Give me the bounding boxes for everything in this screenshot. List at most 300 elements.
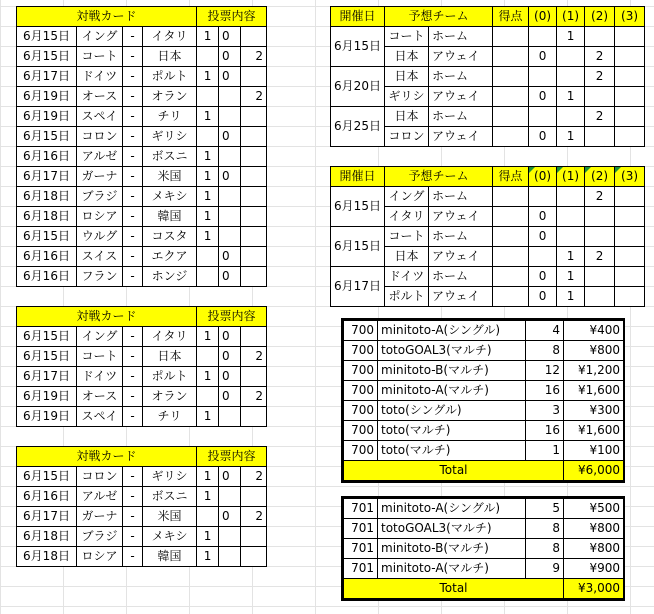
home-team: ドイツ [77, 367, 123, 387]
away-team: イタリ [143, 27, 197, 47]
dash: - [123, 167, 143, 187]
goal-1: 1 [557, 267, 585, 287]
home-team: ウルグ [77, 227, 123, 247]
vote-1 [197, 87, 219, 107]
score [493, 187, 529, 207]
amount: ¥400 [564, 321, 624, 341]
ticket-count: 8 [526, 341, 564, 361]
table-row [331, 27, 645, 47]
vote-2 [241, 107, 267, 127]
goal-3 [615, 127, 645, 147]
vote-2 [241, 527, 267, 547]
dash: - [123, 527, 143, 547]
dash: - [123, 187, 143, 207]
away-team: オラン [143, 87, 197, 107]
match-date: 6月15日 [331, 27, 385, 67]
away-team: メキシ [143, 527, 197, 547]
round-number: 700 [344, 381, 378, 401]
match-date: 6月15日 [17, 27, 77, 47]
ticket-count: 9 [526, 559, 564, 579]
vote-2: 2 [241, 507, 267, 527]
ticket-count: 1 [526, 441, 564, 461]
vote-2 [241, 167, 267, 187]
round-number: 701 [344, 519, 378, 539]
amount: ¥500 [564, 499, 624, 519]
away-team: 米国 [143, 507, 197, 527]
match-date: 6月19日 [17, 387, 77, 407]
match-date: 6月16日 [17, 487, 77, 507]
table-row [17, 147, 267, 167]
table-row [344, 421, 624, 441]
total-value: ¥3,000 [564, 579, 624, 599]
away-team: ボスニ [143, 487, 197, 507]
home-away: アウェイ [429, 247, 493, 267]
table-row [17, 47, 267, 67]
vote-2 [241, 27, 267, 47]
total-label: Total [344, 461, 564, 481]
team-name: イタリ [385, 207, 429, 227]
match-date: 6月16日 [17, 247, 77, 267]
table-row [17, 207, 267, 227]
home-away: アウェイ [429, 47, 493, 67]
ticket-count: 12 [526, 361, 564, 381]
score-header: 得点 [493, 167, 529, 187]
match-date: 6月18日 [17, 187, 77, 207]
away-team: 韓国 [143, 547, 197, 567]
home-team: スペイ [77, 107, 123, 127]
match-date: 6月17日 [17, 367, 77, 387]
table-row [331, 187, 645, 207]
table-row [344, 381, 624, 401]
away-team: ポルト [143, 67, 197, 87]
goal-3 [615, 207, 645, 227]
home-team: ガーナ [77, 167, 123, 187]
goal-prediction-table-1 [330, 6, 645, 147]
goal-1: 1 [557, 247, 585, 267]
vote-2 [241, 547, 267, 567]
team-name: コート [385, 27, 429, 47]
goal-0: 0 [529, 207, 557, 227]
match-date: 6月15日 [17, 127, 77, 147]
goal-0-header: (0) [529, 7, 557, 27]
vote-1: 1 [197, 207, 219, 227]
dash: - [123, 327, 143, 347]
table-row [17, 67, 267, 87]
table-row [17, 387, 267, 407]
vote-0 [219, 207, 241, 227]
away-team: エクア [143, 247, 197, 267]
goal-2-header: (2) [585, 167, 615, 187]
goal-1: 1 [557, 87, 585, 107]
team-header: 予想チーム [385, 167, 493, 187]
home-away: アウェイ [429, 87, 493, 107]
home-away: ホーム [429, 267, 493, 287]
match-date: 6月17日 [17, 507, 77, 527]
table-row [344, 361, 624, 381]
goal-1 [557, 107, 585, 127]
home-team: ロシア [77, 207, 123, 227]
vote-0 [219, 547, 241, 567]
goal-0 [529, 67, 557, 87]
dash: - [123, 47, 143, 67]
vote-2 [241, 127, 267, 147]
match-date: 6月19日 [17, 407, 77, 427]
match-date: 6月17日 [17, 167, 77, 187]
goal-1 [557, 207, 585, 227]
vote-0 [219, 527, 241, 547]
amount: ¥1,200 [564, 361, 624, 381]
dash: - [123, 487, 143, 507]
goal-0: 0 [529, 227, 557, 247]
round-number: 700 [344, 421, 378, 441]
purchase-summary-1 [341, 318, 625, 483]
vote-1: 1 [197, 27, 219, 47]
vote-2 [241, 187, 267, 207]
lottery-type: totoGOAL3(マルチ) [378, 341, 526, 361]
away-team: 日本 [143, 47, 197, 67]
home-team: コロン [77, 127, 123, 147]
home-team: ドイツ [77, 67, 123, 87]
home-away: ホーム [429, 67, 493, 87]
goal-2: 2 [585, 107, 615, 127]
table-row [17, 487, 267, 507]
goal-0 [529, 107, 557, 127]
vote-1: 1 [197, 367, 219, 387]
vote-1: 1 [197, 547, 219, 567]
table-row [17, 107, 267, 127]
vote-0: 0 [219, 127, 241, 147]
goal-3 [615, 27, 645, 47]
table-row [344, 539, 624, 559]
dash: - [123, 407, 143, 427]
home-team: コート [77, 47, 123, 67]
goal-2: 2 [585, 187, 615, 207]
amount: ¥100 [564, 441, 624, 461]
vote-0: 0 [219, 367, 241, 387]
table-row [17, 407, 267, 427]
round-number: 700 [344, 361, 378, 381]
team-header: 予想チーム [385, 7, 493, 27]
goal-0: 0 [529, 267, 557, 287]
lottery-type: minitoto-B(マルチ) [378, 361, 526, 381]
match-date: 6月18日 [17, 527, 77, 547]
table-row [331, 267, 645, 287]
vote-1: 1 [197, 227, 219, 247]
dash: - [123, 507, 143, 527]
away-team: メキシ [143, 187, 197, 207]
goal-1 [557, 47, 585, 67]
ticket-count: 16 [526, 421, 564, 441]
amount: ¥900 [564, 559, 624, 579]
table-row [17, 507, 267, 527]
round-number: 700 [344, 341, 378, 361]
dash: - [123, 27, 143, 47]
goal-3 [615, 187, 645, 207]
home-team: スペイ [77, 407, 123, 427]
dash: - [123, 367, 143, 387]
home-team: スイス [77, 247, 123, 267]
ticket-count: 5 [526, 499, 564, 519]
vote-1 [197, 247, 219, 267]
goal-2 [585, 27, 615, 47]
goal-0 [529, 27, 557, 47]
vote-1: 1 [197, 187, 219, 207]
home-team: ガーナ [77, 507, 123, 527]
goal-1-header: (1) [557, 167, 585, 187]
vote-1: 1 [197, 407, 219, 427]
vote-0 [219, 107, 241, 127]
match-card-table-3 [16, 446, 267, 567]
amount: ¥800 [564, 341, 624, 361]
lottery-type: minitoto-A(マルチ) [378, 381, 526, 401]
vote-0: 0 [219, 267, 241, 287]
vote-1: 1 [197, 527, 219, 547]
vote-0: 0 [219, 507, 241, 527]
round-number: 701 [344, 559, 378, 579]
vote-1 [197, 387, 219, 407]
vote-2 [241, 207, 267, 227]
dash: - [123, 227, 143, 247]
lottery-type: minitoto-A(シングル) [378, 321, 526, 341]
match-card-header: 対戦カード [17, 7, 197, 27]
goal-1: 1 [557, 27, 585, 47]
ticket-count: 16 [526, 381, 564, 401]
vote-0 [219, 407, 241, 427]
team-name: ギリシ [385, 87, 429, 107]
goal-3-header: (3) [615, 7, 645, 27]
lottery-type: totoGOAL3(マルチ) [378, 519, 526, 539]
team-name: 日本 [385, 247, 429, 267]
goal-0 [529, 247, 557, 267]
match-date: 6月18日 [17, 547, 77, 567]
goal-1: 1 [557, 127, 585, 147]
round-number: 700 [344, 321, 378, 341]
vote-0: 0 [219, 167, 241, 187]
round-number: 700 [344, 441, 378, 461]
home-away: ホーム [429, 187, 493, 207]
away-team: チリ [143, 407, 197, 427]
vote-2 [241, 407, 267, 427]
ticket-count: 3 [526, 401, 564, 421]
ticket-count: 8 [526, 539, 564, 559]
team-name: イング [385, 187, 429, 207]
vote-1 [197, 47, 219, 67]
date-header: 開催日 [331, 167, 385, 187]
goal-1 [557, 187, 585, 207]
match-date: 6月20日 [331, 67, 385, 107]
vote-0: 0 [219, 327, 241, 347]
vote-0: 0 [219, 47, 241, 67]
home-team: オース [77, 87, 123, 107]
score [493, 87, 529, 107]
table-row [17, 227, 267, 247]
vote-2 [241, 247, 267, 267]
round-number: 701 [344, 539, 378, 559]
goal-3 [615, 47, 645, 67]
table-row [331, 67, 645, 87]
table-row [17, 267, 267, 287]
vote-2 [241, 327, 267, 347]
table-row [17, 127, 267, 147]
away-team: ギリシ [143, 127, 197, 147]
away-team: 日本 [143, 347, 197, 367]
vote-1 [197, 127, 219, 147]
table-row [344, 321, 624, 341]
match-date: 6月19日 [17, 107, 77, 127]
score [493, 267, 529, 287]
goal-1 [557, 67, 585, 87]
match-date: 6月19日 [17, 87, 77, 107]
away-team: チリ [143, 107, 197, 127]
goal-2 [585, 227, 615, 247]
lottery-type: toto(マルチ) [378, 441, 526, 461]
total-value: ¥6,000 [564, 461, 624, 481]
vote-0 [219, 147, 241, 167]
match-date: 6月15日 [17, 327, 77, 347]
score [493, 287, 529, 307]
goal-0: 0 [529, 47, 557, 67]
team-name: 日本 [385, 107, 429, 127]
score [493, 27, 529, 47]
total-row [344, 579, 624, 599]
score [493, 207, 529, 227]
table-row [331, 227, 645, 247]
match-date: 6月15日 [17, 467, 77, 487]
goal-2: 2 [585, 247, 615, 267]
vote-header: 投票内容 [197, 307, 267, 327]
away-team: イタリ [143, 327, 197, 347]
lottery-type: toto(シングル) [378, 401, 526, 421]
vote-1: 1 [197, 67, 219, 87]
score [493, 47, 529, 67]
table-row [17, 347, 267, 367]
match-date: 6月15日 [331, 187, 385, 227]
dash: - [123, 267, 143, 287]
team-name: 日本 [385, 67, 429, 87]
match-date: 6月16日 [17, 267, 77, 287]
vote-1 [197, 347, 219, 367]
goal-2 [585, 127, 615, 147]
amount: ¥300 [564, 401, 624, 421]
away-team: ボスニ [143, 147, 197, 167]
goal-1-header: (1) [557, 7, 585, 27]
table-row [17, 187, 267, 207]
vote-0 [219, 487, 241, 507]
home-team: フラン [77, 267, 123, 287]
lottery-type: toto(マルチ) [378, 421, 526, 441]
purchase-summary-2 [341, 496, 625, 601]
home-team: ロシア [77, 547, 123, 567]
table-row [344, 559, 624, 579]
amount: ¥1,600 [564, 381, 624, 401]
vote-header: 投票内容 [197, 7, 267, 27]
match-card-header: 対戦カード [17, 307, 197, 327]
match-date: 6月16日 [17, 147, 77, 167]
score [493, 107, 529, 127]
vote-2 [241, 227, 267, 247]
table-row [17, 27, 267, 47]
amount: ¥800 [564, 539, 624, 559]
vote-0: 0 [219, 67, 241, 87]
away-team: オラン [143, 387, 197, 407]
home-away: アウェイ [429, 127, 493, 147]
away-team: ギリシ [143, 467, 197, 487]
home-away: アウェイ [429, 287, 493, 307]
vote-2: 2 [241, 47, 267, 67]
goal-3 [615, 247, 645, 267]
dash: - [123, 127, 143, 147]
team-name: ポルト [385, 287, 429, 307]
goal-2 [585, 207, 615, 227]
score [493, 127, 529, 147]
match-card-header: 対戦カード [17, 447, 197, 467]
goal-prediction-table-2 [330, 166, 645, 307]
dash: - [123, 207, 143, 227]
match-card-table-1 [16, 6, 267, 287]
goal-2-header: (2) [585, 7, 615, 27]
goal-2: 2 [585, 47, 615, 67]
goal-0-header: (0) [529, 167, 557, 187]
home-team: ブラジ [77, 187, 123, 207]
vote-1 [197, 267, 219, 287]
dash: - [123, 247, 143, 267]
ticket-count: 4 [526, 321, 564, 341]
home-away: ホーム [429, 27, 493, 47]
vote-2: 2 [241, 347, 267, 367]
vote-0 [219, 227, 241, 247]
goal-3 [615, 267, 645, 287]
goal-0: 0 [529, 287, 557, 307]
table-row [17, 467, 267, 487]
vote-2 [241, 267, 267, 287]
goal-3-header: (3) [615, 167, 645, 187]
goal-0: 0 [529, 127, 557, 147]
match-date: 6月25日 [331, 107, 385, 147]
home-team: イング [77, 27, 123, 47]
amount: ¥1,600 [564, 421, 624, 441]
vote-1: 1 [197, 147, 219, 167]
vote-2: 2 [241, 467, 267, 487]
goal-2 [585, 267, 615, 287]
team-name: 日本 [385, 47, 429, 67]
home-team: アルゼ [77, 487, 123, 507]
match-date: 6月15日 [17, 47, 77, 67]
goal-3 [615, 227, 645, 247]
match-card-table-2 [16, 306, 267, 427]
match-date: 6月17日 [17, 67, 77, 87]
table-row [344, 341, 624, 361]
total-label: Total [344, 579, 564, 599]
home-team: アルゼ [77, 147, 123, 167]
table-row [17, 247, 267, 267]
home-away: アウェイ [429, 207, 493, 227]
away-team: 米国 [143, 167, 197, 187]
score [493, 247, 529, 267]
goal-3 [615, 67, 645, 87]
dash: - [123, 147, 143, 167]
goal-2 [585, 287, 615, 307]
goal-0 [529, 187, 557, 207]
score-header: 得点 [493, 7, 529, 27]
home-team: イング [77, 327, 123, 347]
vote-0 [219, 187, 241, 207]
vote-2 [241, 487, 267, 507]
round-number: 701 [344, 499, 378, 519]
table-row [344, 441, 624, 461]
vote-0: 0 [219, 467, 241, 487]
home-team: コート [77, 347, 123, 367]
table-row [17, 327, 267, 347]
